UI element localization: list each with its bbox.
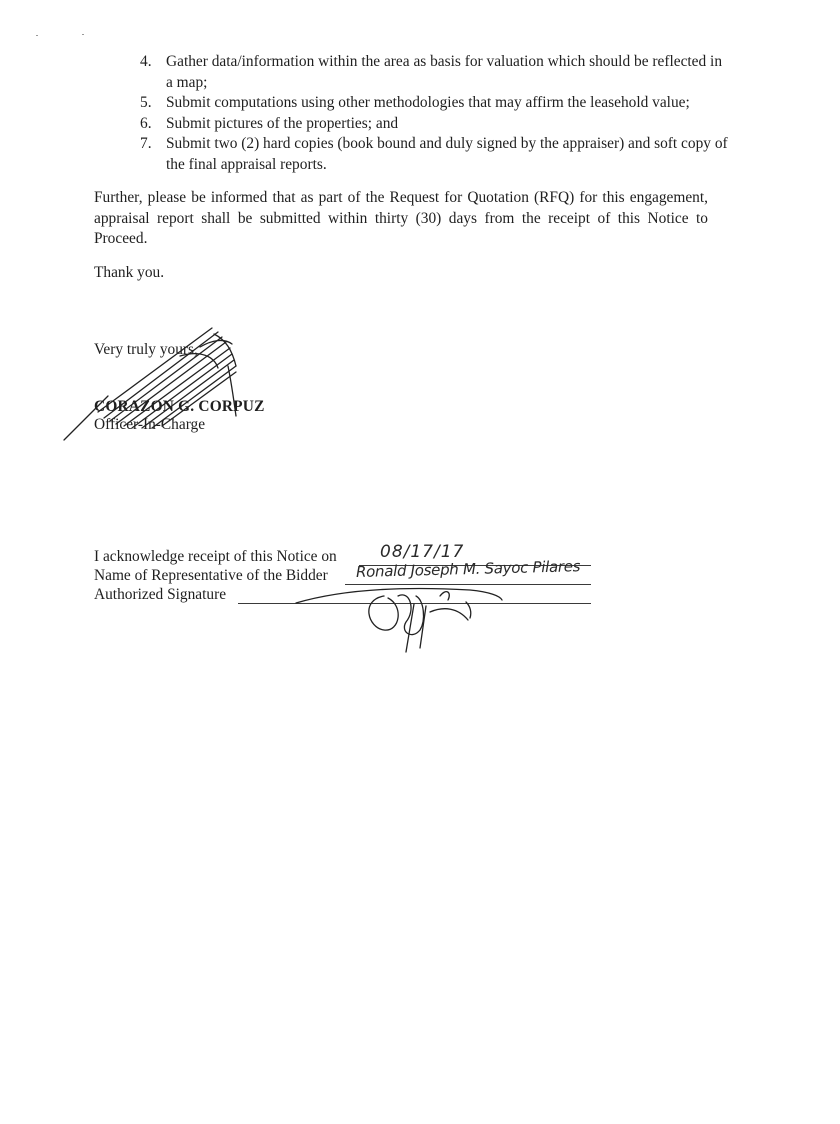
authorized-signature-label: Authorized Signature bbox=[94, 586, 227, 603]
list-item-text: Submit two (2) hard copies (book bound and duly signed by the appraiser) and soft copy of the final appraisal reports. bbox=[166, 135, 728, 173]
list-item bbox=[140, 134, 730, 175]
handwritten-receipt-date: 08/17/17 bbox=[380, 542, 465, 562]
authorized-signature-line bbox=[238, 603, 591, 604]
list-item-number: 6. bbox=[140, 114, 152, 132]
list-item bbox=[140, 52, 730, 93]
representative-name-line bbox=[345, 584, 591, 585]
list-item-number: 5. bbox=[140, 94, 152, 111]
signer-name: CORAZON G. CORPUZ bbox=[94, 398, 265, 415]
list-item bbox=[140, 114, 730, 135]
list-item bbox=[140, 93, 730, 114]
handwritten-representative-name: Ronald Joseph M. Sayoc Pilares bbox=[355, 557, 581, 581]
representative-name-label: Name of Representative of the Bidder bbox=[94, 567, 328, 584]
list-item-number: 7. bbox=[140, 135, 152, 152]
further-paragraph: Further, please be informed that as part of the Request for Quotation (RFQ) for this engagement, appraisal report shall be submitted within thirty (30) days from the receipt of this Notice to Proceed. bbox=[94, 189, 708, 247]
closing-salutation: Very truly yours, bbox=[94, 341, 198, 358]
scan-speck bbox=[36, 35, 38, 36]
bidder-signature-scribble bbox=[296, 589, 502, 652]
list-item-text: Gather data/information within the area as basis for valuation which should be reflected in a map; bbox=[166, 53, 723, 91]
signer-title: Officer-In-Charge bbox=[94, 416, 206, 433]
list-item-text: Submit computations using other methodologies that may affirm the leasehold value; bbox=[166, 94, 690, 111]
scan-speck bbox=[82, 34, 84, 35]
receipt-date-label: I acknowledge receipt of this Notice on bbox=[94, 548, 337, 565]
list-item-text: Submit pictures of the properties; and bbox=[166, 114, 399, 132]
requirements-list bbox=[140, 52, 730, 175]
thanks-line: Thank you. bbox=[94, 264, 165, 281]
list-item-number: 4. bbox=[140, 53, 152, 70]
